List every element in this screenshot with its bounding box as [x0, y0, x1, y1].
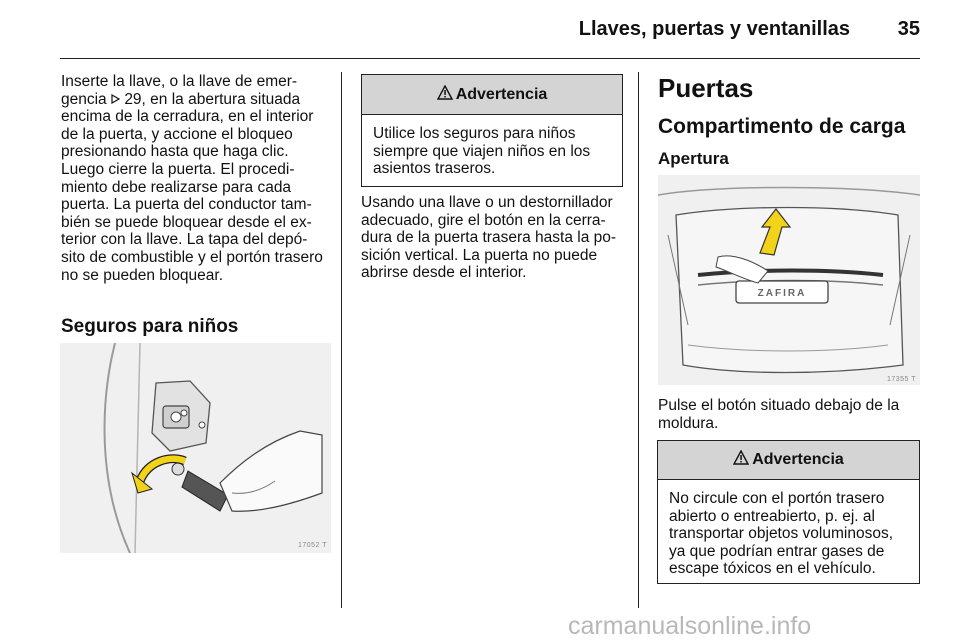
intro-line: no se pueden bloquear. — [61, 266, 224, 284]
warning-triangle-icon — [437, 85, 456, 105]
warning-triangle-icon — [733, 450, 752, 470]
left-column — [61, 73, 333, 284]
body-line: sición vertical. La puerta no puede — [361, 246, 598, 264]
cargo-compartment-heading: Compartimento de carga — [658, 115, 906, 138]
figure-code: 17052 T — [297, 542, 327, 549]
child-lock-instructions — [361, 194, 633, 282]
warning-line: Utilice los seguros para niños — [373, 125, 576, 142]
tailgate-instructions — [658, 397, 920, 432]
warning-title: Advertencia — [455, 85, 548, 103]
intro-line: Luego cierre la puerta. El procedi- — [61, 160, 295, 178]
doors-heading: Puertas — [658, 73, 754, 103]
warning-line: abierto o entreabierto, p. ej. al — [669, 507, 875, 525]
intro-line: presionando hasta que haga clic. — [61, 143, 289, 161]
body-line: Pulse el botón situado debajo de la — [658, 397, 900, 414]
figure-code: 17355 T — [886, 376, 916, 383]
triangle-reference-icon — [111, 91, 124, 108]
page-reference-link[interactable]: 29, en la abertura situada — [124, 90, 301, 108]
intro-paragraph — [61, 73, 333, 284]
body-line: moldura. — [658, 414, 719, 432]
child-lock-illustration — [60, 343, 331, 553]
warning-line: No circule con el portón trasero — [669, 490, 885, 507]
warning-header — [658, 441, 919, 480]
intro-line: miento debe realizarse para cada — [61, 178, 292, 196]
warning-header — [362, 75, 622, 115]
intro-line: puerta. La puerta del conductor tam- — [61, 196, 312, 214]
body-line: abrirse desde el interior. — [361, 264, 527, 282]
column-divider-left — [341, 72, 342, 608]
license-plate-text: ZAFIRA — [757, 288, 807, 299]
warning-text — [362, 115, 622, 178]
warning-line: escape tóxicos en el vehículo. — [669, 560, 876, 578]
intro-line: Inserte la llave, o la llave de emer- — [61, 73, 298, 90]
source-watermark: carmanualsonline.info — [568, 612, 812, 640]
warning-line: asientos traseros. — [373, 160, 496, 178]
body-line: Usando una llave o un destornillador — [361, 194, 613, 211]
intro-line: gencia — [61, 90, 107, 108]
header-divider — [60, 58, 920, 59]
warning-box-child-locks — [361, 74, 623, 187]
page-number: 35 — [897, 18, 920, 40]
warning-line: siempre que viajen niños en los — [373, 142, 591, 160]
body-line: adecuado, gire el botón en la cerra- — [361, 211, 606, 229]
page-header-title: Llaves, puertas y ventanillas — [578, 18, 850, 40]
intro-line: terior con la llave. La tapa del depó- — [61, 231, 308, 249]
warning-line: transportar objetos voluminosos, — [669, 525, 894, 543]
warning-title: Advertencia — [752, 451, 844, 468]
intro-line: encima de la cerradura, en el interior — [61, 108, 314, 126]
warning-box-tailgate — [657, 440, 920, 584]
warning-line: ya que podrían entrar gases de — [669, 542, 885, 560]
opening-heading: Apertura — [658, 149, 729, 168]
intro-line: bién se puede bloquear desde el ex- — [61, 213, 312, 231]
warning-text — [658, 480, 919, 578]
child-locks-heading: Seguros para niños — [61, 316, 239, 337]
intro-line: sito de combustible y el portón trasero — [61, 248, 323, 266]
column-divider-right — [638, 72, 639, 608]
tailgate-illustration — [658, 175, 920, 385]
body-line: dura de la puerta trasera hasta la po- — [361, 229, 617, 247]
intro-line: de la puerta, y accione el bloqueo — [61, 125, 293, 143]
